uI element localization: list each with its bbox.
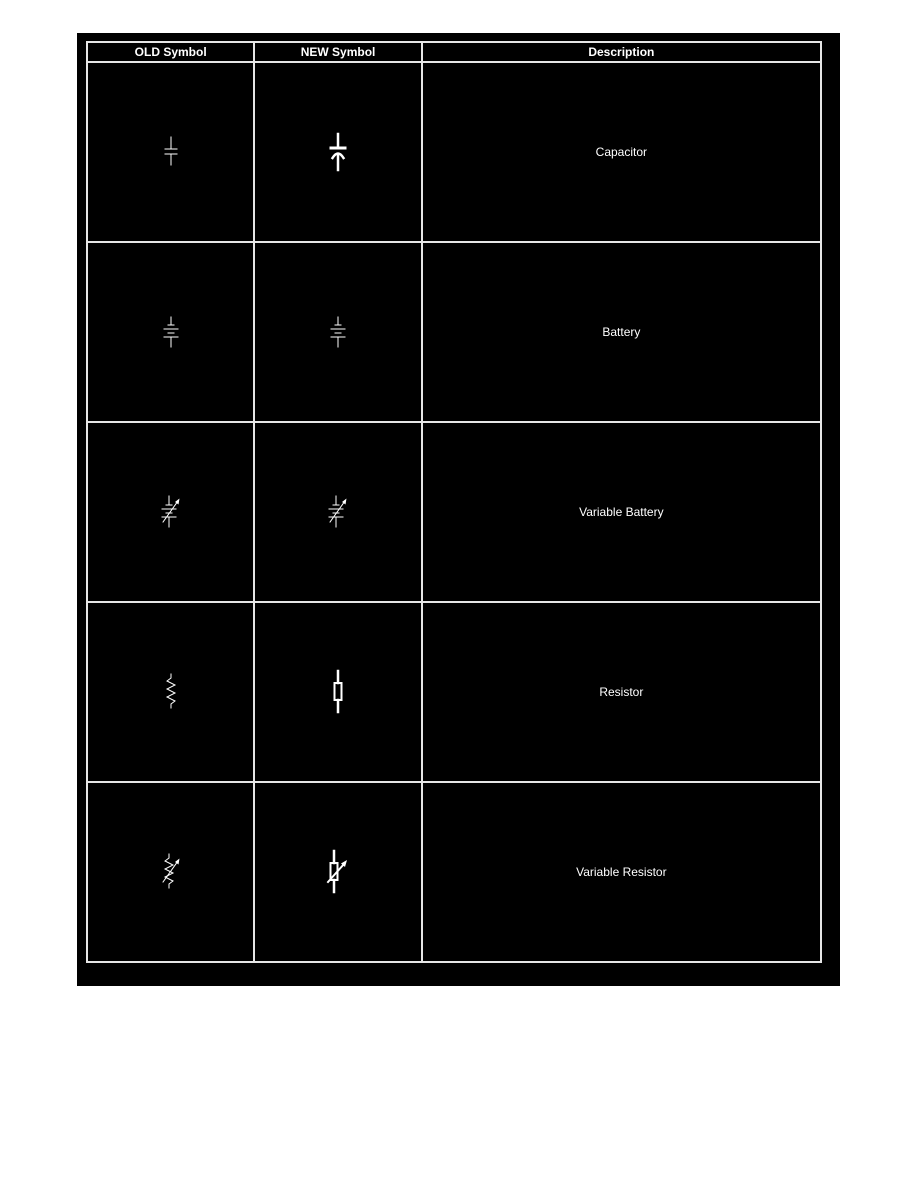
new-symbol-cell [254, 602, 421, 782]
resistor-old-icon [161, 672, 181, 712]
capacitor-new-icon [328, 132, 348, 172]
symbol-comparison-table [86, 41, 822, 963]
symbol-chart-panel [77, 33, 840, 986]
new-symbol-cell [254, 242, 421, 422]
new-symbol-cell [254, 422, 421, 602]
variable-battery-old-icon [159, 494, 183, 530]
description-cell: Variable Battery [422, 422, 821, 602]
capacitor-old-icon [161, 134, 181, 170]
old-symbol-header: OLD Symbol [87, 42, 254, 62]
table-row [87, 602, 821, 782]
old-symbol-cell [87, 782, 254, 962]
description-cell: Resistor [422, 602, 821, 782]
new-symbol-cell [254, 62, 421, 242]
table-row [87, 422, 821, 602]
description-cell: Variable Resistor [422, 782, 821, 962]
table-row [87, 242, 821, 422]
table-row [87, 782, 821, 962]
variable-resistor-new-icon [324, 850, 352, 894]
new-symbol-cell [254, 782, 421, 962]
table-header-row [87, 42, 821, 62]
description-header: Description [422, 42, 821, 62]
description-cell: Capacitor [422, 62, 821, 242]
new-symbol-header: NEW Symbol [254, 42, 421, 62]
old-symbol-cell [87, 242, 254, 422]
resistor-new-icon [328, 670, 348, 714]
old-symbol-cell [87, 62, 254, 242]
battery-old-icon [161, 314, 181, 350]
old-symbol-cell [87, 422, 254, 602]
table-row [87, 62, 821, 242]
battery-new-icon [328, 314, 348, 350]
variable-battery-new-icon [326, 494, 350, 530]
description-cell: Battery [422, 242, 821, 422]
old-symbol-cell [87, 602, 254, 782]
variable-resistor-old-icon [159, 852, 183, 892]
